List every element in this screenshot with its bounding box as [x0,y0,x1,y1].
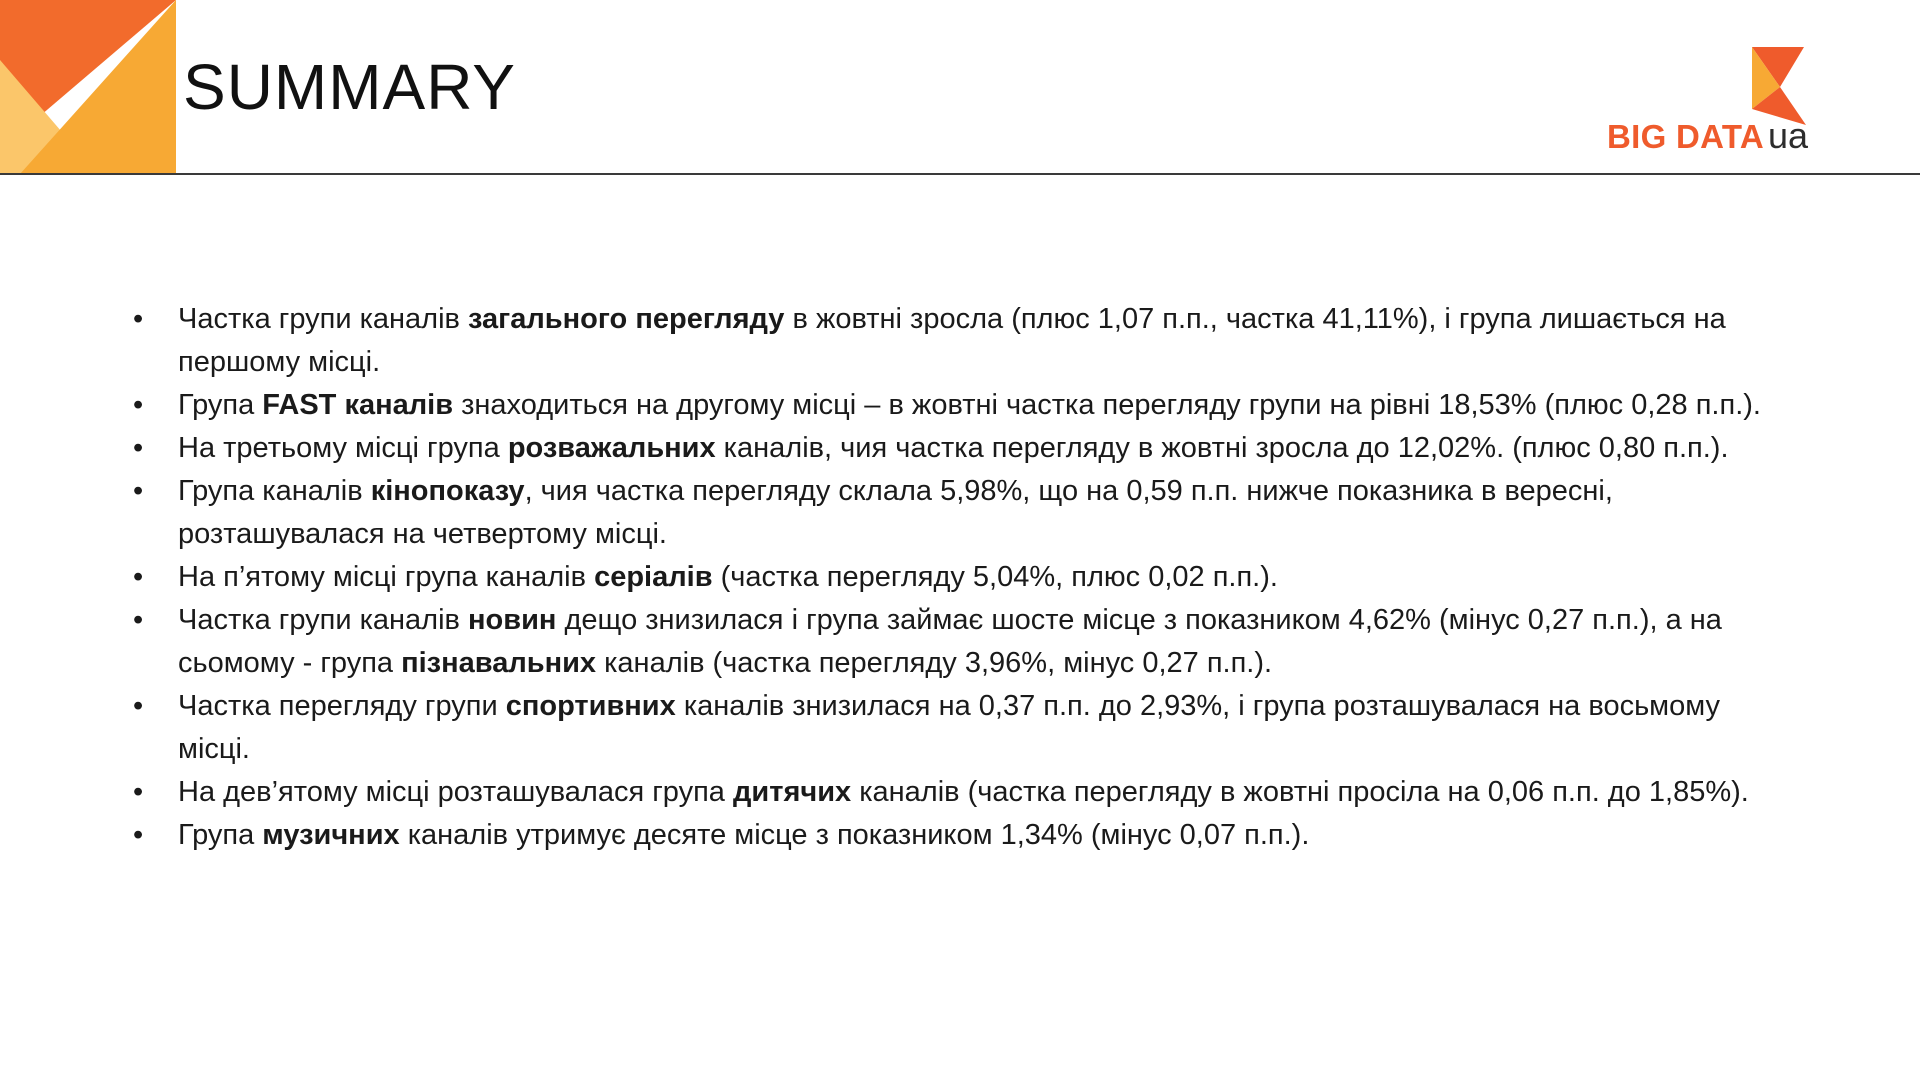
bullet-text: каналів, чия частка перегляду в жовтні зросла до 12,02%. (плюс 0,80 п.п.). [715,432,1729,464]
bullet-dot: • [133,432,144,464]
bullet-highlight: FAST каналів [262,389,454,421]
bullet-text: в жовтні зросла (плюс 1,07 п.п., частка 41,11%), і група лишається на першому місці. [178,303,1726,378]
bullet-text: Частка перегляду групи [178,690,506,722]
bullet-highlight: пізнавальних [401,647,597,679]
logo-wordmark [1607,115,1809,156]
bullet-highlight: кінопоказу [370,475,525,507]
bullet-dot: • [133,389,144,421]
bullet-text: На третьому місці група [178,432,508,464]
bullet-text: каналів утримує десяте місце з показником 1,34% (мінус 0,07 п.п.). [399,819,1310,851]
bullet-dot: • [133,604,144,636]
bullet-dot: • [133,561,144,593]
big-data-ua-logo [1600,45,1840,160]
bullet-text: , чия частка перегляду склала 5,98%, що на 0,59 п.п. нижче показника в вересні, розташувалася на четвертому місці. [178,475,1613,550]
bullet-dot: • [133,690,144,722]
summary-bullet-list [130,298,1790,857]
bullet-highlight: загального перегляду [468,303,785,335]
bullet-highlight: дитячих [733,776,852,808]
bullet-highlight: спортивних [505,690,676,722]
bullet-highlight: розважальних [507,432,716,464]
bullet-item-sports-channels [130,685,1790,771]
bullet-item-news-channels [130,599,1790,685]
bullet-text: Частка групи каналів [178,303,469,335]
bullet-text: каналів знизилася на 0,37 п.п. до 2,93%, і група розташувалася на восьмому місці. [178,690,1721,765]
bullet-dot: • [133,819,144,851]
bullet-dot: • [133,776,144,808]
bullet-highlight: музичних [262,819,400,851]
logo-text-main: BIG DATA [1607,118,1764,155]
bullet-item-music-channels [130,814,1790,857]
bullet-text: На дев’ятому місці розташувалася група [178,776,733,808]
bullet-item-entertainment-channels [130,427,1790,470]
bullet-text: дещо знизилася і група займає шосте місце з показником 4,62% (мінус 0,27 п.п.), а на сьомому - група [178,604,1722,679]
bullet-item-fast-channels [130,384,1790,427]
bullet-text: знаходиться на другому місці – в жовтні частка перегляду групи на рівні 18,53% (плюс 0,28 п.п.). [453,389,1761,421]
bullet-dot: • [133,475,144,507]
bullet-highlight: серіалів [594,561,713,593]
logo-text-suffix: ua [1768,115,1809,156]
header-divider [0,173,1920,175]
bullet-text: Група [178,389,263,421]
bullet-item-movie-channels [130,470,1790,556]
bullet-text: каналів (частка перегляду в жовтні просіла на 0,06 п.п. до 1,85%). [851,776,1749,808]
bullet-item-kids-channels [130,771,1790,814]
slide-title: SUMMARY [183,51,516,123]
bullet-text: (частка перегляду 5,04%, плюс 0,02 п.п.). [712,561,1278,593]
corner-decoration [0,0,180,174]
bullet-text: На п’ятому місці група каналів [178,561,595,593]
bullet-item-series-channels [130,556,1790,599]
bullet-text: Частка групи каналів [178,604,469,636]
bullet-item-general-channels [130,298,1790,384]
bullet-dot: • [133,303,144,335]
bullet-text: Група [178,819,263,851]
bullet-text: каналів (частка перегляду 3,96%, мінус 0,27 п.п.). [596,647,1273,679]
bullet-highlight: новин [468,604,557,636]
bullet-text: Група каналів [178,475,371,507]
